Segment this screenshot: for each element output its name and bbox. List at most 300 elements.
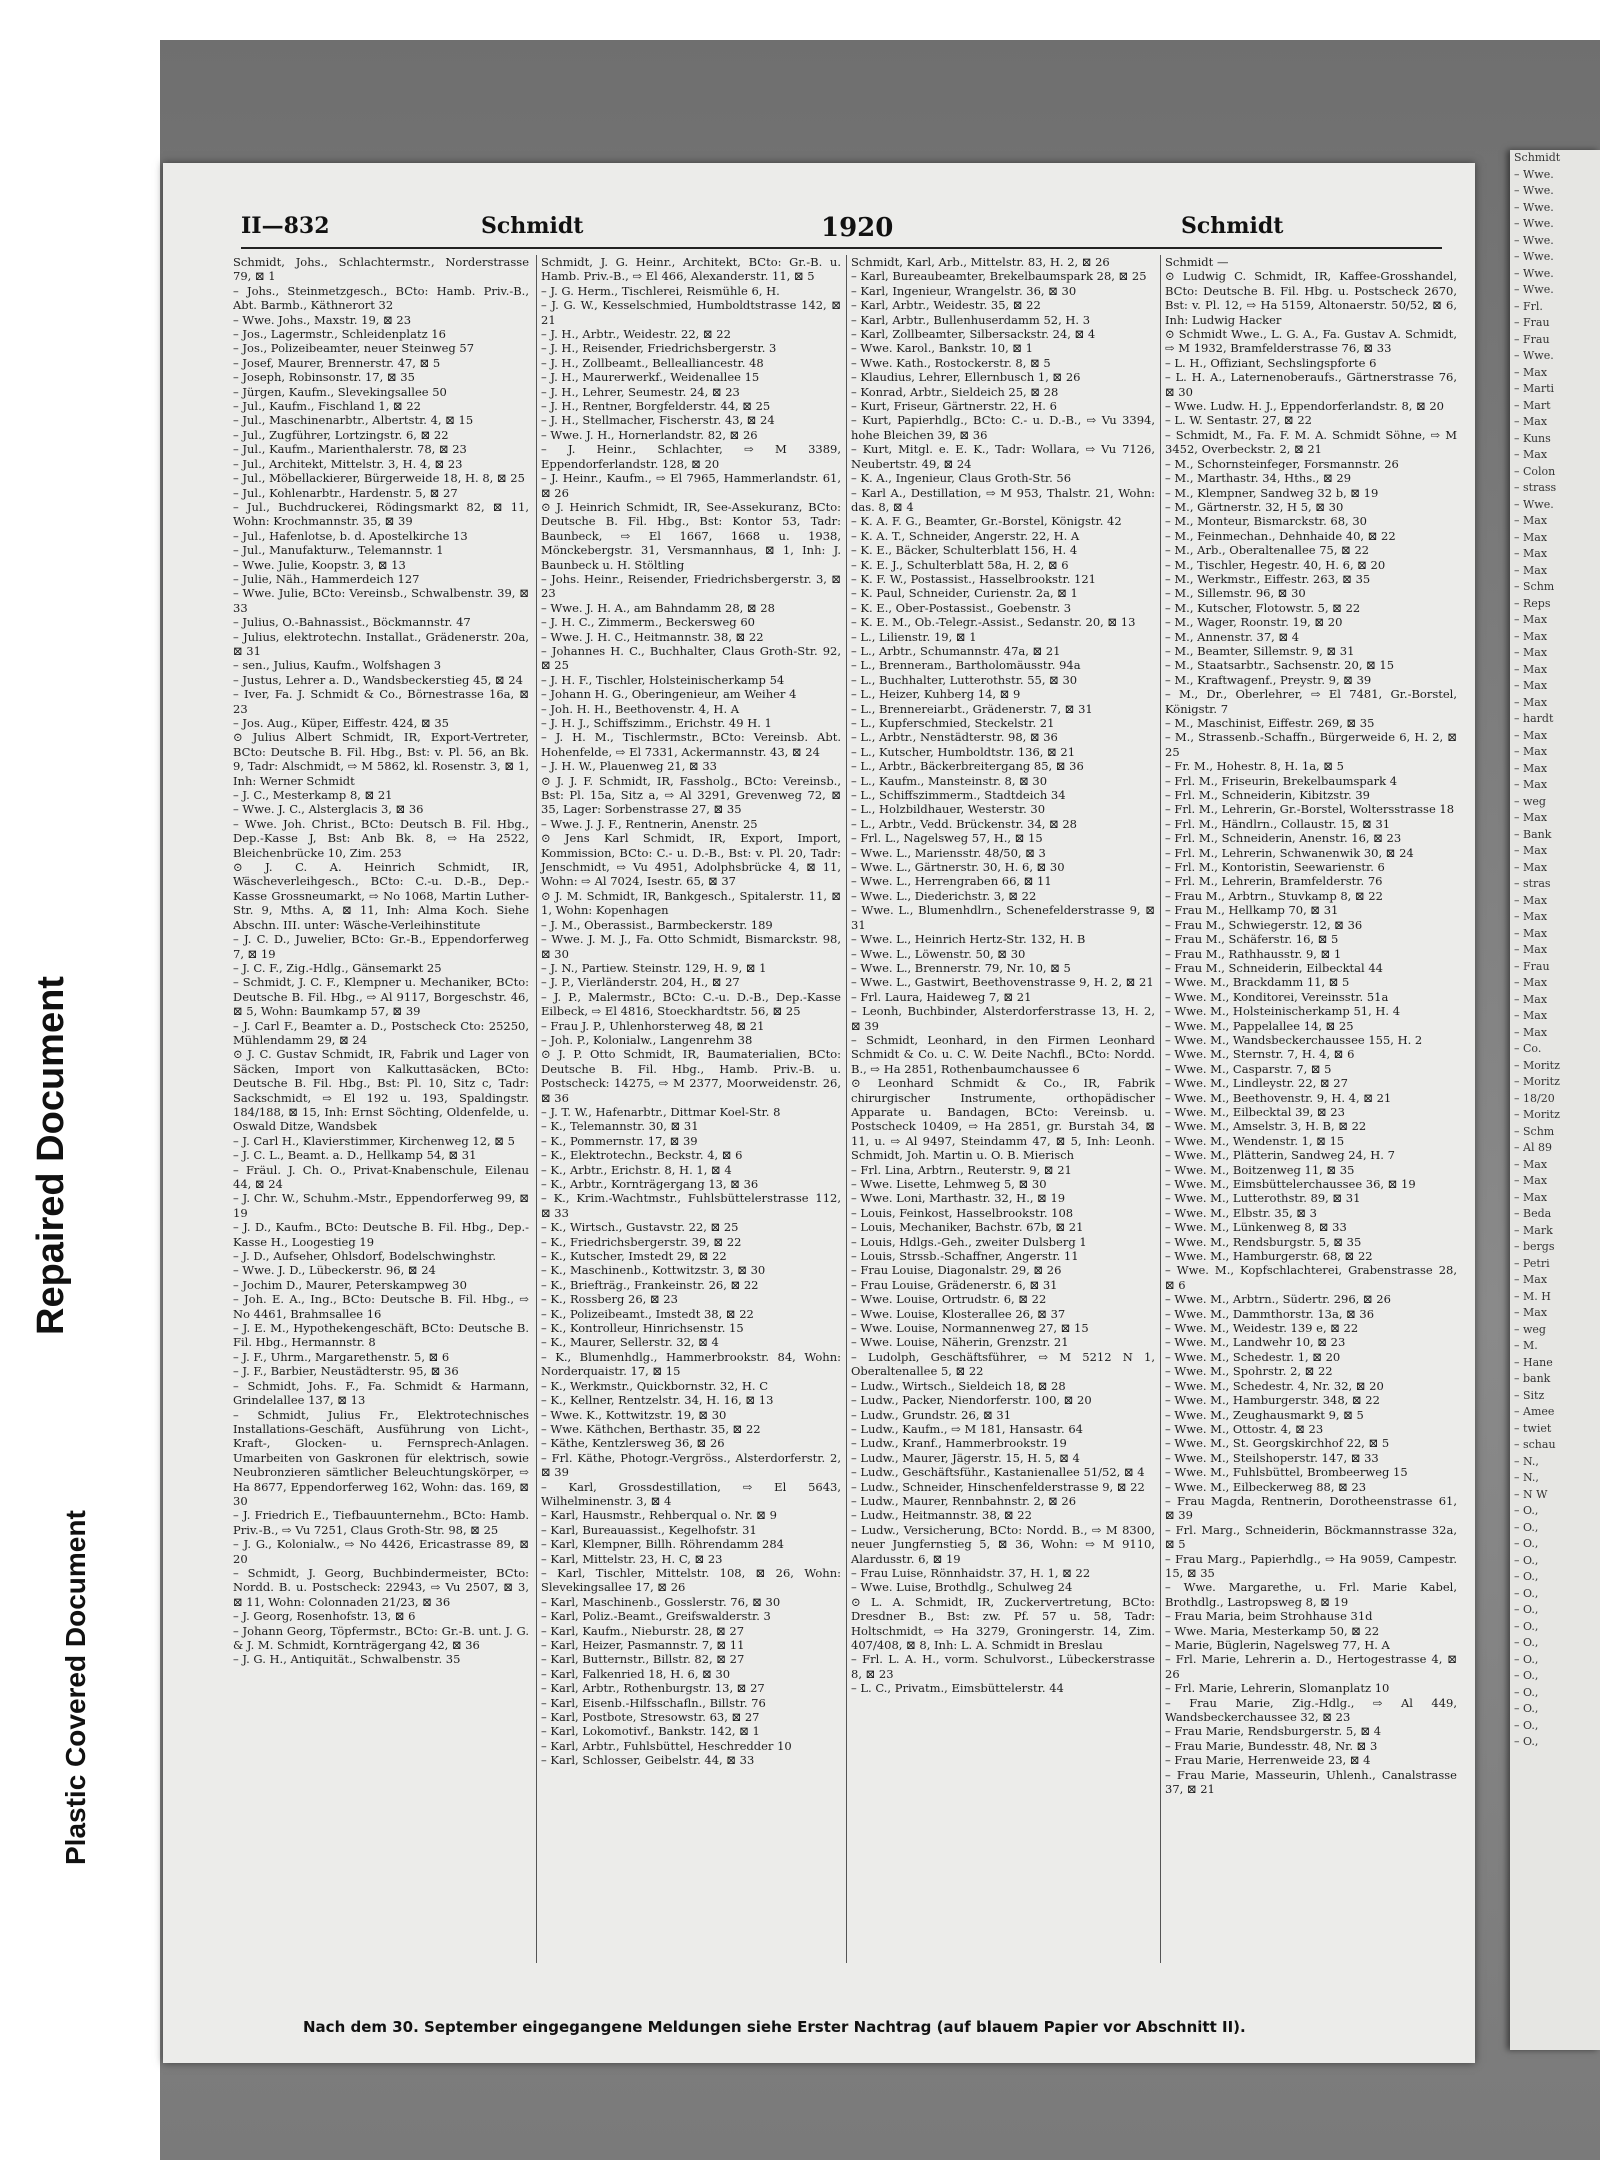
header-left-name: Schmidt	[481, 213, 584, 239]
directory-entry: – Wwe. L., Gastwirt, Beethovenstrasse 9, H. 2, ⊠ 21	[851, 975, 1154, 990]
directory-entry: – K. E. J., Schulterblatt 58a, H. 2, ⊠ 6	[851, 557, 1069, 572]
directory-entry: – Joh. P., Kolonialw., Langenrehm 38	[541, 1032, 753, 1047]
directory-entry: – Jul., Hafenlotse, b. d. Apostelkirche 13	[233, 528, 468, 543]
adjacent-page-fragment: – Reps	[1514, 596, 1551, 610]
directory-entry: – L., Schiffszimmerm., Stadtdeich 34	[851, 788, 1066, 803]
adjacent-page-fragment: – Moritz	[1514, 1058, 1560, 1072]
adjacent-page-fragment: – Wwe.	[1514, 217, 1554, 230]
directory-entry: – L., Lilienstr. 19, ⊠ 1	[851, 629, 977, 644]
directory-entry: – L., Arbtr., Vedd. Brückenstr. 34, ⊠ 28	[851, 816, 1077, 831]
directory-entry: – Frau M., Rathhausstr. 9, ⊠ 1	[1165, 946, 1342, 961]
directory-entry: – Ludw., Maurer, Rennbahnstr. 2, ⊠ 26	[851, 1493, 1077, 1508]
directory-entry: – Wwe. M., Zeughausmarkt 9, ⊠ 5	[1165, 1407, 1364, 1422]
directory-entry: – Wwe. M., Brackdamm 11, ⊠ 5	[1165, 975, 1350, 990]
adjacent-page-fragment: – N.,	[1514, 1454, 1539, 1468]
directory-entry: – J. G., Kolonialw., ⇨ No 4426, Ericastrasse 89, ⊠ 20	[233, 1537, 529, 1566]
directory-entry: ⊙ L. A. Schmidt, IR, Zuckervertretung, BCto: Dresdner B., Bst: zw. Pf. 57 u. 58, Tadr: Holtschmidt, ⇨ Ha 3279, Groningerstr. 14, Zim. 407/408, ⊠ 8, Inh: L. A. Schmidt in Breslau	[851, 1594, 1155, 1652]
directory-entry: – K. A. T., Schneider, Angerstr. 22, H. A	[851, 528, 1080, 543]
directory-entry: – Wwe. M., Amselstr. 3, H. B, ⊠ 22	[1165, 1119, 1367, 1134]
adjacent-page-fragment: – Wwe.	[1514, 167, 1554, 181]
adjacent-page-fragment: – Hane	[1514, 1355, 1553, 1369]
adjacent-page-fragment: – Max	[1514, 1174, 1548, 1187]
directory-entry: – Frau Magda, Rentnerin, Dorotheenstrasse 61, ⊠ 39	[1165, 1493, 1457, 1523]
directory-entry: – J. N., Partiew. Steinstr. 129, H. 9, ⊠ 1	[541, 960, 767, 975]
adjacent-page-fragment: – Max	[1514, 1025, 1548, 1039]
adjacent-page-fragment: – Schm	[1514, 580, 1555, 593]
directory-entry: – J. H., Rentner, Borgfelderstr. 44, ⊠ 25	[541, 399, 771, 414]
adjacent-page-fragment: – Max	[1514, 1157, 1548, 1171]
directory-entry: – L. H., Offiziant, Sechslingspforte 6	[1165, 355, 1377, 370]
adjacent-page-fragment: – Max	[1514, 695, 1548, 709]
directory-entry: – Wwe. Joh. Christ., BCto: Deutsch B. Fil. Hbg., Dep.-Kasse J, Bst: Anb Bk. 8, ⇨ Ha 2522, Bleichenbrücke 10, Zim. 253	[233, 816, 529, 860]
directory-entry: ⊙ Leonhard Schmidt & Co., IR, Fabrik chirurgischer Instrumente, orthopädischer Apparate u. Bandagen, BCto: Vereinsb. u. Postscheck 10409, ⇨ Ha 2851, gr. Burstah 34, ⊠ 11, u. ⇨ Al 9497, Steindamm 47, ⊠ 5, Inh: Leonh. Schmidt, Joh. Martin u. O. B. Mierisch	[851, 1076, 1155, 1163]
adjacent-page-fragment: – Max	[1514, 613, 1548, 626]
directory-entry: – J. G. Herm., Tischlerei, Reismühle 6, H.	[541, 283, 780, 298]
adjacent-page-fragment: – Max	[1514, 761, 1548, 775]
directory-entry: – Wwe. M., Schedestr. 4, Nr. 32, ⊠ 20	[1165, 1378, 1384, 1393]
directory-entry: – K. Paul, Schneider, Curienstr. 2a, ⊠ 1	[851, 586, 1078, 601]
directory-entry: – Frl. M., Friseurin, Brekelbaumspark 4	[1165, 773, 1398, 788]
directory-entry: – M., Kutscher, Flotowstr. 5, ⊠ 22	[1165, 600, 1361, 615]
directory-entry: – M., Staatsarbtr., Sachsenstr. 20, ⊠ 15	[1165, 658, 1395, 673]
directory-entry: Schmidt, Johs., Schlachtermstr., Norderstrasse 79, ⊠ 1	[233, 255, 529, 284]
directory-entry: – Frau Maria, beim Strohhause 31d	[1165, 1609, 1373, 1624]
directory-entry: – M., Monteur, Bismarckstr. 68, 30	[1165, 514, 1367, 529]
adjacent-page-fragment: – Wwe.	[1514, 283, 1554, 296]
directory-entry: – L., Kupferschmied, Steckelstr. 21	[851, 716, 1055, 730]
directory-entry: – Louis, Strssb.-Schaffner, Angerstr. 11	[851, 1249, 1079, 1264]
directory-entry: – Wwe. M., Eimsbüttelerchaussee 36, ⊠ 19	[1165, 1177, 1416, 1191]
directory-entry: – K., Polizeibeamt., Imstedt 38, ⊠ 22	[541, 1306, 754, 1321]
adjacent-page-fragment: – Max	[1514, 679, 1548, 692]
directory-entry: – Kurt, Papierhdlg., BCto: C.- u. D.-B., ⇨ Vu 3394, hohe Bleichen 39, ⊠ 36	[851, 413, 1155, 442]
page-header	[241, 213, 1442, 249]
adjacent-page-fragment: – twiet	[1514, 1421, 1552, 1435]
directory-entry: – Frl. Marg., Schneiderin, Böckmannstrasse 32a, ⊠ 5	[1165, 1522, 1457, 1552]
directory-entry: – J. P., Malermstr., BCto: C.-u. D.-B., Dep.-Kasse Eilbeck, ⇨ El 4816, Stoeckhardtstr. 56, ⊠ 25	[541, 989, 841, 1019]
directory-entry: – Jul., Kohlenarbtr., Hardenstr. 5, ⊠ 27	[233, 485, 458, 500]
directory-entry: – Karl A., Destillation, ⇨ M 953, Thalstr. 21, Wohn: das. 8, ⊠ 4	[851, 485, 1155, 514]
adjacent-page-fragment: – N.,	[1514, 1471, 1539, 1484]
directory-entry: – Wwe. J. H. C., Heitmannstr. 38, ⊠ 22	[541, 629, 764, 644]
adjacent-page-fragment: – M.	[1514, 1339, 1538, 1352]
adjacent-page-fragment: – Colon	[1514, 464, 1556, 478]
directory-entry: – Kurt, Friseur, Gärtnerstr. 22, H. 6	[851, 399, 1057, 414]
adjacent-page-fragment: – O.,	[1514, 1735, 1539, 1748]
directory-entry: – Wwe. K., Kottwitzstr. 19, ⊠ 30	[541, 1407, 727, 1422]
directory-entry: – Käthe, Kentzlersweg 36, ⊠ 26	[541, 1436, 725, 1451]
directory-entry: – J. M., Oberassist., Barmbeckerstr. 189	[541, 917, 773, 932]
directory-entry: – Frl. Lina, Arbtrn., Reuterstr. 9, ⊠ 21	[851, 1162, 1072, 1177]
directory-entry: – Karl, Arbtr., Rothenburgstr. 13, ⊠ 27	[541, 1681, 765, 1696]
directory-entry: – Wwe. M., Spohrstr. 2, ⊠ 22	[1165, 1364, 1333, 1379]
directory-entry: – Wwe. M., Beethovenstr. 9, H. 4, ⊠ 21	[1165, 1090, 1392, 1105]
adjacent-page-fragment: – O.,	[1514, 1586, 1539, 1600]
adjacent-page-fragment: – Max	[1514, 910, 1548, 923]
directory-entry: – Karl, Maschinenb., Gosslerstr. 76, ⊠ 30	[541, 1594, 781, 1609]
directory-entry: ⊙ J. M. Schmidt, IR, Bankgesch., Spitalerstr. 11, ⊠ 1, Wohn: Kopenhagen	[541, 888, 841, 918]
directory-entry: – J. C. F., Zig.-Hdlg., Gänsemarkt 25	[233, 960, 442, 975]
directory-entry: – J. H., Maurerwerkf., Weidenallee 15	[541, 370, 760, 385]
directory-columns	[233, 255, 1455, 1963]
directory-entry: – sen., Julius, Kaufm., Wolfshagen 3	[233, 658, 442, 673]
adjacent-page-fragment: – Max	[1514, 1190, 1548, 1204]
adjacent-page-fragment: – Schm	[1514, 1124, 1555, 1138]
directory-entry: – Frau Louise, Diagonalstr. 29, ⊠ 26	[851, 1263, 1062, 1278]
directory-entry: – Karl, Ingenieur, Wrangelstr. 36, ⊠ 30	[851, 283, 1077, 298]
directory-entry: – J. H. F., Tischler, Holsteinischerkamp 54	[541, 672, 785, 687]
directory-entry: – Fräul. J. Ch. O., Privat-Knabenschule, Eilenau 44, ⊠ 24	[233, 1162, 529, 1191]
adjacent-page-fragment: – O.,	[1514, 1570, 1539, 1583]
directory-entry: – Jul., Architekt, Mittelstr. 3, H. 4, ⊠ 23	[233, 456, 463, 471]
directory-entry: – L., Arbtr., Nenstädterstr. 98, ⊠ 36	[851, 730, 1058, 745]
directory-entry: – L. H. A., Laternenoberaufs., Gärtnerstrasse 76, ⊠ 30	[1165, 370, 1457, 399]
directory-entry: – J. Carl H., Klavierstimmer, Kirchenweg 12, ⊠ 5	[233, 1133, 515, 1148]
directory-entry: – J. G. W., Kesselschmied, Humboldtstrasse 142, ⊠ 21	[541, 298, 841, 327]
directory-entry: – M., Beamter, Sillemstr. 9, ⊠ 31	[1165, 643, 1355, 658]
directory-entry: – J. H., Reisender, Friedrichsbergerstr. 3	[541, 341, 777, 356]
directory-entry: – Frl. Laura, Haideweg 7, ⊠ 21	[851, 989, 1032, 1004]
directory-entry: – Fr. M., Hohestr. 8, H. 1a, ⊠ 5	[1165, 759, 1344, 774]
repaired-document-label: Repaired Document	[30, 976, 72, 1335]
directory-entry: – Jul., Zugführer, Lortzingstr. 6, ⊠ 22	[233, 427, 449, 442]
page-number: II—832	[241, 213, 330, 239]
directory-entry: – M., Annenstr. 37, ⊠ 4	[1165, 629, 1300, 644]
directory-entry: – Ludw., Packer, Niendorferstr. 100, ⊠ 20	[851, 1393, 1092, 1408]
directory-entry: – J. P., Vierländerstr. 204, H., ⊠ 27	[541, 975, 740, 990]
adjacent-page-fragment: – M. H	[1514, 1289, 1551, 1303]
directory-entry: – Wwe. Julie, Koopstr. 3, ⊠ 13	[233, 557, 406, 572]
directory-entry: – L., Brenneram., Bartholomäusstr. 94a	[851, 658, 1081, 673]
adjacent-page-fragment: – N W	[1514, 1487, 1548, 1501]
directory-entry: – Wwe. M., Eilbecktal 39, ⊠ 23	[1165, 1104, 1345, 1119]
directory-entry: – Schmidt, M., Fa. F. M. A. Schmidt Söhne, ⇨ M 3452, Overbeckstr. 2, ⊠ 21	[1165, 427, 1457, 457]
directory-entry: – M., Kraftwagenf., Preystr. 9, ⊠ 39	[1165, 672, 1372, 687]
directory-entry: – J. H., Lehrer, Seumestr. 24, ⊠ 23	[541, 384, 740, 399]
directory-entry: ⊙ J. Heinrich Schmidt, IR, See-Assekuranz, BCto: Deutsche B. Fil. Hbg., Bst: Kontor 53, Tadr: Baunbeck, ⇨ El 1667, 1668 u. 1938, Mönckebergstr. 31, Versmannhaus, ⊠ 1, Inh: J. Baunbeck u. H. Stöltling	[541, 499, 841, 572]
adjacent-page-fragment: – Max	[1514, 893, 1548, 907]
directory-entry: – K. E., Bäcker, Schulterblatt 156, H. 4	[851, 543, 1078, 558]
directory-entry: – Kurt, Mitgl. e. E. K., Tadr: Wollara, ⇨ Vu 7126, Neubertstr. 49, ⊠ 24	[851, 442, 1155, 471]
directory-entry: – Karl, Eisenb.-Hilfsschafln., Billstr. 76	[541, 1695, 766, 1710]
directory-entry: – Wwe. Louise, Näherin, Grenzstr. 21	[851, 1335, 1069, 1350]
adjacent-page-fragment: – Bank	[1514, 827, 1552, 841]
directory-entry: – Frl. M., Schneiderin, Kibitzstr. 39	[1165, 788, 1370, 803]
directory-entry: – J. H., Stellmacher, Fischerstr. 43, ⊠ 24	[541, 413, 775, 428]
directory-entry: – Frau M., Schneiderin, Eilbecktal 44	[1165, 960, 1383, 975]
adjacent-page-fragment: – Wwe.	[1514, 349, 1554, 362]
directory-entry: – Johs., Steinmetzgesch., BCto: Hamb. Priv.-B., Abt. Barmb., Käthnerort 32	[233, 283, 529, 313]
directory-entry: ⊙ J. C. Gustav Schmidt, IR, Fabrik und Lager von Säcken, Import von Kalkuttasäcken, BCto: Deutsche B. Fil. Hbg., Bst: Pl. 10, Sitz c, Tadr: Sackschmidt, ⇨ El 192 u. 193, Spaldingstr. 184/188, ⊠ 15, Inh: Ernst Söchting, Oldenfelde, u. Oswald Ditze, Wandsbek	[233, 1047, 529, 1134]
directory-entry: – Karl, Heizer, Pasmannstr. 7, ⊠ 11	[541, 1638, 745, 1652]
directory-entry: – Wwe. Kath., Rostockerstr. 8, ⊠ 5	[851, 355, 1051, 370]
directory-entry: – K., Arbtr., Erichstr. 8, H. 1, ⊠ 4	[541, 1162, 732, 1177]
directory-entry: – J. F., Uhrm., Margarethenstr. 5, ⊠ 6	[233, 1349, 450, 1364]
directory-entry: – Frl. L. A. H., vorm. Schulvorst., Lübeckerstrasse 8, ⊠ 23	[851, 1652, 1155, 1681]
directory-entry: – Wwe. Loni, Marthastr. 32, H., ⊠ 19	[851, 1191, 1066, 1206]
adjacent-page-fragment: – Max	[1514, 976, 1548, 989]
directory-entry: – Wwe. L., Diederichstr. 3, ⊠ 22	[851, 888, 1037, 903]
adjacent-page-fragment: – Frau	[1514, 316, 1550, 329]
directory-entry: – Wwe. M., Landwehr 10, ⊠ 23	[1165, 1335, 1346, 1350]
adjacent-page-fragment: – O.,	[1514, 1603, 1539, 1616]
directory-entry: ⊙ Jens Karl Schmidt, IR, Export, Import, Kommission, BCto: C.- u. D.-B., Bst: v. Pl. 20, Tadr: Jenschmidt, ⇨ Vu 4951, Adolphsbrücke 4, ⊠ 11, Wohn: ⇨ Al 7024, Isestr. 65, ⊠ 37	[541, 831, 841, 889]
directory-entry: – L., Buchhalter, Lutterothstr. 55, ⊠ 30	[851, 672, 1078, 687]
directory-entry: – K. E., Ober-Postassist., Goebenstr. 3	[851, 600, 1072, 615]
directory-entry: – Karl, Zollbeamter, Silbersackstr. 24, ⊠ 4	[851, 327, 1096, 342]
directory-entry: – Wwe. Louise, Normannenweg 27, ⊠ 15	[851, 1321, 1089, 1336]
adjacent-page-fragment: – O.,	[1514, 1669, 1539, 1682]
directory-entry: – L., Arbtr., Schumannstr. 47a, ⊠ 21	[851, 643, 1061, 658]
directory-entry: – K., Krim.-Wachtmstr., Fuhlsbüttelerstrasse 112, ⊠ 33	[541, 1191, 841, 1220]
directory-entry: – Johann Georg, Töpfermstr., BCto: Gr.-B. unt. J. G. & J. M. Schmidt, Kornträgergang 42, ⊠ 36	[233, 1623, 529, 1652]
directory-entry: – J. Heinr., Kaufm., ⇨ El 7965, Hammerlandstr. 61, ⊠ 26	[541, 471, 841, 500]
directory-entry: – K., Blumenhdlg., Hammerbrookstr. 84, Wohn: Norderquaistr. 17, ⊠ 15	[541, 1349, 841, 1379]
directory-entry: – Ludw., Kaufm., ⇨ M 181, Hansastr. 64	[851, 1421, 1083, 1436]
directory-entry: – L., Arbtr., Bäckerbreitergang 85, ⊠ 36	[851, 759, 1084, 774]
directory-entry: – K., Werkmstr., Quickbornstr. 32, H. C	[541, 1378, 769, 1393]
directory-entry: – Wwe. M., Eilbeckerweg 88, ⊠ 23	[1165, 1479, 1367, 1494]
directory-entry: – Wwe. M., Hamburgerstr. 348, ⊠ 22	[1165, 1393, 1380, 1408]
directory-entry: – Wwe. Käthchen, Berthastr. 35, ⊠ 22	[541, 1421, 761, 1436]
directory-entry: – Louis, Mechaniker, Bachstr. 67b, ⊠ 21	[851, 1220, 1084, 1235]
directory-entry: – Wwe. J. H., Hornerlandstr. 82, ⊠ 26	[541, 427, 758, 442]
adjacent-page-fragment: – Max	[1514, 728, 1548, 742]
directory-entry: – L., Kutscher, Humboldtstr. 136, ⊠ 21	[851, 744, 1076, 759]
directory-entry: – J. H. C., Zimmerm., Beckersweg 60	[541, 615, 755, 630]
directory-entry: – Frau Marg., Papierhdlg., ⇨ Ha 9059, Campestr. 15, ⊠ 35	[1165, 1551, 1457, 1580]
directory-entry: – Karl, Arbtr., Bullenhuserdamm 52, H. 3	[851, 312, 1091, 327]
adjacent-page-fragment: – Max	[1514, 778, 1548, 791]
directory-entry: – Frl. Marie, Lehrerin, Slomanplatz 10	[1165, 1681, 1390, 1696]
directory-entry: – J. Heinr., Schlachter, ⇨ M 3389, Eppendorferlandstr. 128, ⊠ 20	[541, 442, 841, 471]
adjacent-page-fragment: – Max	[1514, 844, 1548, 857]
adjacent-page-fragment: – Frl.	[1514, 299, 1543, 313]
directory-entry: – M., Tischler, Hegestr. 40, H. 6, ⊠ 20	[1165, 557, 1386, 572]
plastic-covered-document-label: Plastic Covered Document	[60, 1510, 91, 1865]
directory-entry: – Frau Marie, Zig.-Hdlg., ⇨ Al 449, Wandsbeckerchaussee 32, ⊠ 23	[1165, 1695, 1457, 1725]
adjacent-page-fragment: – Frau	[1514, 332, 1550, 346]
adjacent-page-fragment: – Max	[1514, 745, 1548, 758]
directory-entry: – Wwe. M., Casparstr. 7, ⊠ 5	[1165, 1061, 1332, 1076]
directory-entry: – K., Telemannstr. 30, ⊠ 31	[541, 1119, 699, 1134]
directory-entry: – L. C., Privatm., Eimsbüttelerstr. 44	[851, 1681, 1064, 1696]
adjacent-page-fragment: – O.,	[1514, 1636, 1539, 1649]
directory-entry: – K., Friedrichsbergerstr. 39, ⊠ 22	[541, 1234, 742, 1249]
adjacent-page-fragment: – O.,	[1514, 1619, 1539, 1633]
directory-entry: – Ludw., Schneider, Hinschenfelderstrasse 9, ⊠ 22	[851, 1479, 1145, 1494]
directory-entry: – Wwe. M., Ottostr. 4, ⊠ 23	[1165, 1421, 1324, 1436]
directory-entry: – J. C., Mesterkamp 8, ⊠ 21	[233, 788, 393, 803]
directory-entry: – Jos., Polizeibeamter, neuer Steinweg 57	[233, 341, 475, 356]
directory-entry: – Schmidt, Julius Fr., Elektrotechnisches Installations-Geschäft, Ausführung von Licht-, Kraft-, Glocken- u. Fernsprech-Anlagen. Umarbeiten von Gaskronen für elektrisch, sowie Neubronzieren sämtlicher Beleuchtungskörper, ⇨ Ha 8677, Eppendorferweg 162, Wohn: das. 169, ⊠ 30	[233, 1407, 529, 1508]
adjacent-page-fragment: – Mark	[1514, 1223, 1553, 1237]
adjacent-page-fragment: – Marti	[1514, 382, 1555, 395]
directory-entry: – Julius, elektrotechn. Installat., Grädenerstr. 20a, ⊠ 31	[233, 629, 529, 658]
adjacent-page-fragment: – Max	[1514, 926, 1548, 940]
directory-entry: – Schmidt, J. C. F., Klempner u. Mechaniker, BCto: Deutsche B. Fil. Hbg., ⇨ Al 9117, Borgeschstr. 46, ⊠ 5, Wohn: Baumkamp 57, ⊠ 39	[233, 975, 529, 1019]
directory-entry: – Ludw., Geschäftsführ., Kastanienallee 51/52, ⊠ 4	[851, 1465, 1145, 1480]
directory-entry: – K., Elektrotechn., Beckstr. 4, ⊠ 6	[541, 1148, 743, 1163]
adjacent-page-fragment: – Max	[1514, 943, 1548, 956]
directory-entry: – Frl. Marie, Lehrerin a. D., Hertogestrasse 4, ⊠ 26	[1165, 1652, 1457, 1681]
adjacent-page-fragment: – Max	[1514, 860, 1548, 874]
directory-entry: – Wwe. L., Heinrich Hertz-Str. 132, H. B	[851, 932, 1086, 947]
directory-entry: – Wwe. M., Elbstr. 35, ⊠ 3	[1165, 1205, 1317, 1220]
adjacent-page-fragment: – O.,	[1514, 1718, 1539, 1732]
directory-entry: – Schmidt, Leonhard, in den Firmen Leonhard Schmidt & Co. u. C. W. Deite Nachfl., BCto: Nordd. B., ⇨ Ha 2851, Rothenbaumchaussee 6	[851, 1032, 1155, 1076]
directory-entry: – Ludw., Grundstr. 26, ⊠ 31	[851, 1407, 1012, 1422]
directory-entry: – Wwe. M., Sternstr. 7, H. 4, ⊠ 6	[1165, 1047, 1355, 1062]
directory-entry: – K., Wirtsch., Gustavstr. 22, ⊠ 25	[541, 1220, 739, 1235]
directory-entry: – Karl, Grossdestillation, ⇨ El 5643, Wilhelminenstr. 3, ⊠ 4	[541, 1479, 841, 1508]
directory-entry: – Wwe. J. C., Alsterglacis 3, ⊠ 36	[233, 802, 424, 817]
directory-entry: – Wwe. Margarethe, u. Frl. Marie Kabel, Brothdlg., Lastropsweg 8, ⊠ 19	[1165, 1580, 1457, 1609]
directory-entry: – K., Kellner, Rentzelstr. 34, H. 16, ⊠ 13	[541, 1393, 774, 1408]
adjacent-page-fragment: – Max	[1514, 514, 1548, 527]
directory-entry: – Wwe. Ludw. H. J., Eppendorferlandstr. 8, ⊠ 20	[1165, 399, 1444, 414]
adjacent-page-fragment: – Max	[1514, 662, 1548, 676]
directory-entry: – L., Brennereiarbt., Grädenerstr. 7, ⊠ 31	[851, 701, 1093, 716]
directory-entry: – Wwe. J. H. A., am Bahndamm 28, ⊠ 28	[541, 600, 775, 615]
directory-entry: – Wwe. L., Brennerstr. 79, Nr. 10, ⊠ 5	[851, 960, 1071, 975]
directory-entry: – J. H. M., Tischlermstr., BCto: Vereinsb. Abt. Hohenfelde, ⇨ El 7331, Ackermannstr. 43, ⊠ 24	[541, 730, 841, 759]
directory-entry: – Louis, Hdlgs.-Geh., zweiter Dulsberg 1	[851, 1234, 1087, 1249]
directory-entry: – Jochim D., Maurer, Peterskampweg 30	[233, 1277, 467, 1292]
directory-entry: ⊙ Schmidt Wwe., L. G. A., Fa. Gustav A. Schmidt, ⇨ M 1932, Bramfelderstrasse 76, ⊠ 33	[1165, 327, 1457, 356]
adjacent-page-fragment: – Max	[1514, 629, 1548, 643]
directory-entry: – K., Briefträg., Frankeinstr. 26, ⊠ 22	[541, 1277, 759, 1292]
adjacent-page-fragment: – Max	[1514, 646, 1548, 659]
adjacent-page-fragment: – Frau	[1514, 959, 1550, 973]
directory-entry: – J. Georg, Rosenhofstr. 13, ⊠ 6	[233, 1609, 416, 1624]
directory-entry: – Frau Marie, Rendsburgerstr. 5, ⊠ 4	[1165, 1724, 1382, 1739]
directory-entry: – Frau M., Arbtrn., Stuvkamp 8, ⊠ 22	[1165, 888, 1383, 903]
directory-entry: – Jul., Buchdruckerei, Rödingsmarkt 82, ⊠ 11, Wohn: Krochmannstr. 35, ⊠ 39	[233, 499, 529, 529]
directory-entry: – Wwe. Maria, Mesterkamp 50, ⊠ 22	[1165, 1623, 1380, 1638]
directory-entry: – Wwe. Luise, Brothdlg., Schulweg 24	[851, 1580, 1073, 1595]
adjacent-page-fragment: – O.,	[1514, 1537, 1539, 1550]
directory-entry: – Leonh, Buchbinder, Alsterdorferstrasse 13, H. 2, ⊠ 39	[851, 1004, 1155, 1033]
directory-entry: – Julius, O.-Bahnassist., Böckmannstr. 47	[233, 615, 471, 630]
directory-entry: – Ludw., Kranf., Hammerbrookstr. 19	[851, 1436, 1067, 1451]
directory-entry: – Ludw., Heitmannstr. 38, ⊠ 22	[851, 1508, 1032, 1523]
directory-entry: – Wwe. M., Weidestr. 139 e, ⊠ 22	[1165, 1321, 1359, 1336]
directory-entry: – Joh. H. H., Beethovenstr. 4, H. A	[541, 701, 740, 716]
directory-entry: – Johs. Heinr., Reisender, Friedrichsbergerstr. 3, ⊠ 23	[541, 571, 841, 601]
adjacent-page-fragment: – weg	[1514, 1322, 1546, 1336]
directory-entry: – Marie, Büglerin, Nagelsweg 77, H. A	[1165, 1638, 1390, 1652]
directory-entry: – Frl. M., Lehrerin, Gr.-Borstel, Woltersstrasse 18	[1165, 802, 1455, 817]
directory-entry: – Karl, Mittelstr. 23, H. C, ⊠ 23	[541, 1551, 723, 1566]
directory-entry: – Ludw., Versicherung, BCto: Nordd. B., ⇨ M 8300, neuer Jungfernstieg 5, ⊠ 36, Wohn: ⇨ M 9110, Alardusstr. 6, ⊠ 19	[851, 1522, 1155, 1566]
adjacent-page-fragment: – 18/20	[1514, 1091, 1555, 1105]
directory-entry: – J. C. D., Juwelier, BCto: Gr.-B., Eppendorferweg 7, ⊠ 19	[233, 932, 529, 961]
directory-entry: – K., Maschinenb., Kottwitzstr. 3, ⊠ 30	[541, 1263, 766, 1278]
directory-entry: – J. C. L., Beamt. a. D., Hellkamp 54, ⊠ 31	[233, 1148, 477, 1163]
directory-entry: – Karl, Klempner, Billh. Röhrendamm 284	[541, 1537, 784, 1552]
adjacent-page-fragment: – Wwe.	[1514, 497, 1554, 511]
directory-entry: – J. G. H., Antiquität., Schwalbenstr. 35	[233, 1652, 461, 1667]
adjacent-page-fragment: – Wwe.	[1514, 184, 1554, 197]
adjacent-page-fragment: – Max	[1514, 1273, 1548, 1286]
directory-entry: – Karl, Arbtr., Fuhlsbüttel, Heschredder 10	[541, 1738, 792, 1753]
footer-note: Nach dem 30. September eingegangene Meldungen siehe Erster Nachtrag (auf blauem Papier vor Abschnitt II).	[303, 2018, 1246, 2036]
directory-entry: – Wwe. Julie, BCto: Vereinsb., Schwalbenstr. 39, ⊠ 33	[233, 586, 529, 615]
directory-entry: – Frl. L., Nagelsweg 57, H., ⊠ 15	[851, 831, 1043, 846]
directory-entry: – M., Klempner, Sandweg 32 b, ⊠ 19	[1165, 485, 1379, 500]
directory-entry: ⊙ Ludwig C. Schmidt, IR, Kaffee-Grosshandel, BCto: Deutsche B. Fil. Hbg. u. Postscheck 2670, Bst: v. Pl. 12, ⇨ Ha 5159, Altonaerstr. 50/52, ⊠ 6, Inh: Ludwig Hacker	[1165, 269, 1457, 327]
directory-entry: – Jul., Kaufm., Marienthalerstr. 78, ⊠ 23	[233, 442, 467, 457]
adjacent-page-fragment: – Moritz	[1514, 1075, 1560, 1088]
directory-entry: – Wwe. M., Konditorei, Vereinsstr. 51a	[1165, 989, 1389, 1004]
directory-entry: – Wwe. M., Arbtrn., Südertr. 296, ⊠ 26	[1165, 1292, 1391, 1307]
directory-entry: – J. T. W., Hafenarbtr., Dittmar Koel-Str. 8	[541, 1104, 781, 1119]
adjacent-page-fragment: – Max	[1514, 448, 1548, 461]
adjacent-page-fragment: – Max	[1514, 547, 1548, 560]
directory-entry: – Wwe. Johs., Maxstr. 19, ⊠ 23	[233, 312, 412, 327]
directory-entry: – Louis, Feinkost, Hasselbrookstr. 108	[851, 1205, 1074, 1220]
directory-entry: – Wwe. M., Boitzenweg 11, ⊠ 35	[1165, 1162, 1355, 1177]
directory-entry: – Konrad, Arbtr., Sieldeich 25, ⊠ 28	[851, 384, 1059, 399]
directory-entry: – Karl, Bureaubeamter, Brekelbaumspark 28, ⊠ 25	[851, 269, 1147, 284]
directory-entry: – Wwe. J. J. F., Rentnerin, Anenstr. 25	[541, 816, 758, 831]
adjacent-page-fragment: – Max	[1514, 811, 1548, 824]
adjacent-page-fragment: – bank	[1514, 1372, 1551, 1385]
directory-entry: – M., Feinmechan., Dehnhaide 40, ⊠ 22	[1165, 528, 1396, 543]
directory-entry: ⊙ J. P. Otto Schmidt, IR, Baumaterialien, BCto: Deutsche B. Fil. Hbg., Hamb. Priv.-B. u. Postscheck: 14275, ⇨ M 2377, Moorweidenstr. 26, ⊠ 36	[541, 1047, 841, 1105]
directory-entry: – Karl, Hausmstr., Rehberqual o. Nr. ⊠ 9	[541, 1508, 777, 1523]
directory-entry: – Frl. M., Händlrn., Collaustr. 15, ⊠ 31	[1165, 816, 1391, 831]
directory-entry: – Ludolph, Geschäftsführer, ⇨ M 5212 N 1, Oberaltenallee 5, ⊠ 22	[851, 1349, 1155, 1379]
directory-entry: – Klaudius, Lehrer, Ellernbusch 1, ⊠ 26	[851, 370, 1081, 385]
directory-entry: ⊙ Julius Albert Schmidt, IR, Export-Vertreter, BCto: Deutsche B. Fil. Hbg., Bst: v. Pl. 56, an Bk. 9, Tadr: Alschmidt, ⇨ M 5862, kl. Rosenstr. 3, ⊠ 1, Inh: Werner Schmidt	[233, 730, 529, 788]
directory-entry: – J. H. J., Schiffszimm., Erichstr. 49 H. 1	[541, 716, 772, 730]
directory-entry: – Wwe. M., Dammthorstr. 13a, ⊠ 36	[1165, 1306, 1375, 1321]
directory-entry: – L., Kaufm., Mansteinstr. 8, ⊠ 30	[851, 773, 1048, 788]
directory-entry: – J. E. M., Hypothekengeschäft, BCto: Deutsche B. Fil. Hbg., Hermannstr. 8	[233, 1321, 529, 1350]
directory-entry: – Wwe. Karol., Bankstr. 10, ⊠ 1	[851, 341, 1034, 356]
directory-entry: – K. F. W., Postassist., Hasselbrookstr. 121	[851, 571, 1096, 586]
directory-entry: Schmidt, J. G. Heinr., Architekt, BCto: Gr.-B. u. Hamb. Priv.-B., ⇨ El 466, Alexanderstr. 11, ⊠ 5	[541, 255, 841, 284]
directory-page	[163, 163, 1475, 2063]
directory-entry: – Karl, Tischler, Mittelstr. 108, ⊠ 26, Wohn: Slevekingsallee 17, ⊠ 26	[541, 1565, 841, 1595]
directory-entry: – Wwe. J. M. J., Fa. Otto Schmidt, Bismarckstr. 98, ⊠ 30	[541, 932, 841, 961]
directory-entry: – Frl. M., Lehrerin, Schwanenwik 30, ⊠ 24	[1165, 845, 1414, 860]
directory-entry: – M., Sillemstr. 96, ⊠ 30	[1165, 586, 1306, 601]
directory-entry: – M., Wager, Roonstr. 19, ⊠ 20	[1165, 615, 1343, 630]
adjacent-page-fragment: – Max	[1514, 992, 1548, 1006]
adjacent-page-fragment: – O.,	[1514, 1520, 1539, 1534]
directory-entry: – Frl. M., Lehrerin, Bramfelderstr. 76	[1165, 874, 1383, 889]
directory-entry: ⊙ J. C. A. Heinrich Schmidt, IR, Wäscheverleihgesch., BCto: C.-u. D.-B., Dep.-Kasse Grossneumarkt, ⇨ No 1068, Martin Luther-Str. 9, Mths. A, ⊠ 11, Inh: Alma Koch. Siehe Abschn. III. unter: Wäsche-Verleihinstitute	[233, 860, 529, 932]
adjacent-page-fragment: – Max	[1514, 1009, 1548, 1022]
directory-entry: – Iver, Fa. J. Schmidt & Co., Börnestrasse 16a, ⊠ 23	[233, 687, 529, 716]
directory-entry: – Wwe. L., Gärtnerstr. 30, H. 6, ⊠ 30	[851, 860, 1065, 875]
adjacent-page-fragment: – Max	[1514, 563, 1548, 577]
directory-entry: – M., Maschinist, Eiffestr. 269, ⊠ 35	[1165, 716, 1375, 730]
adjacent-page-fragment: Schmidt	[1514, 151, 1561, 164]
directory-entry: – Wwe. J. D., Lübeckerstr. 96, ⊠ 24	[233, 1263, 436, 1278]
directory-entry: – J. H., Arbtr., Weidestr. 22, ⊠ 22	[541, 327, 731, 342]
directory-entry: – Frl. M., Kontoristin, Seewarienstr. 6	[1165, 860, 1385, 875]
directory-entry: – K. A., Ingenieur, Claus Groth-Str. 56	[851, 471, 1072, 486]
adjacent-page-fragment: – Wwe.	[1514, 250, 1554, 263]
directory-entry: – Schmidt, J. Georg, Buchbindermeister, BCto: Nordd. B. u. Postscheck: 22943, ⇨ Vu 2507, ⊠ 3, ⊠ 11, Wohn: Colonnaden 21/23, ⊠ 36	[233, 1565, 529, 1609]
directory-entry: – J. F., Barbier, Neustädterstr. 95, ⊠ 36	[233, 1364, 459, 1379]
header-year: 1920	[821, 213, 894, 243]
adjacent-page-fragment: – Co.	[1514, 1042, 1542, 1055]
